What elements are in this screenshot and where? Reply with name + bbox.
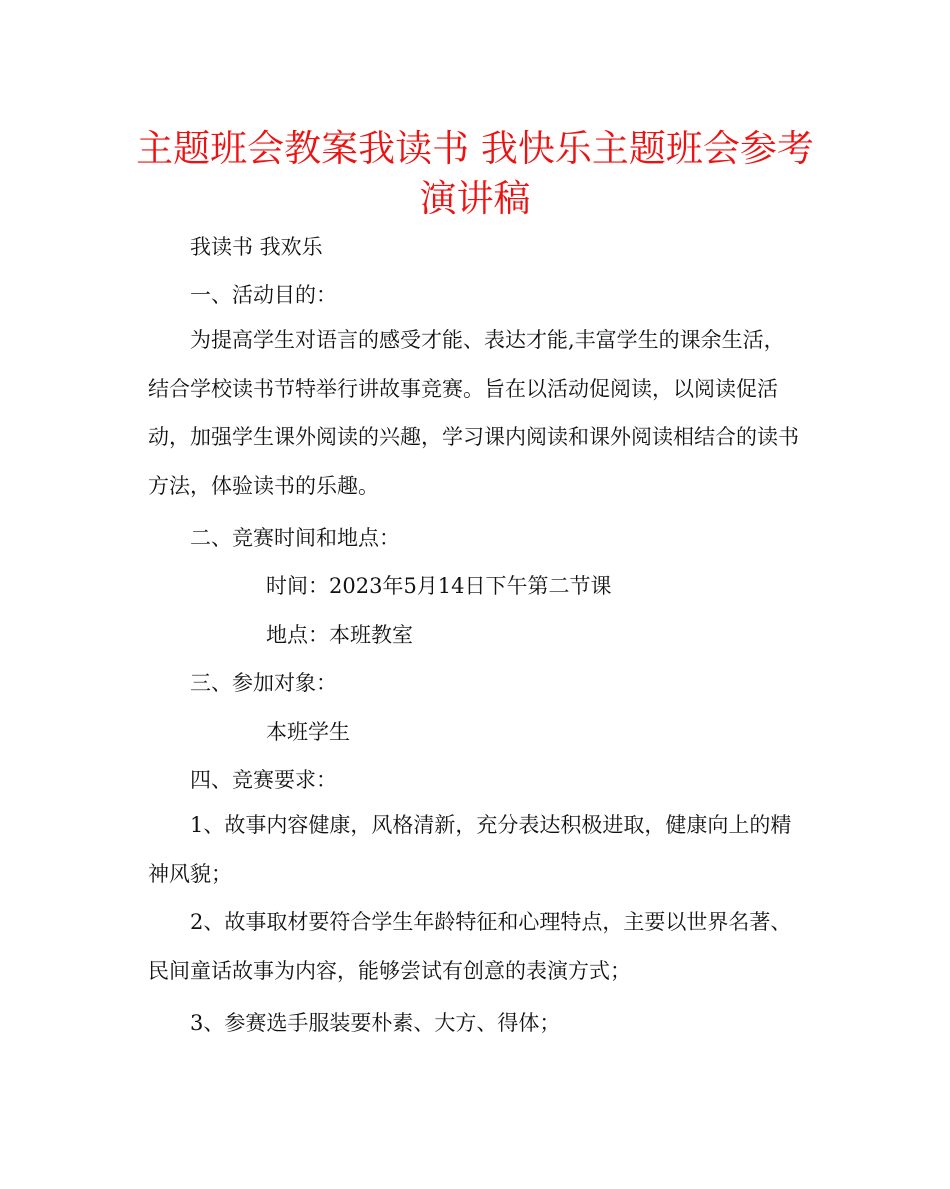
section-heading-participants: 三、参加对象： bbox=[190, 671, 337, 695]
participants-value: 本班学生 bbox=[266, 720, 350, 744]
section-heading-time-place: 二、竞赛时间和地点： bbox=[190, 526, 400, 550]
requirement-item-3: 3、参赛选手服装要朴素、大方、得体； bbox=[190, 1011, 561, 1035]
section-heading-purpose: 一、活动目的： bbox=[190, 283, 337, 307]
requirement-item-2: 2、故事取材要符合学生年龄特征和心理特点，主要以世界名著、民间童话故事为内容，能够尝试有创意的表演方式； bbox=[148, 910, 792, 983]
event-time: 时间：2023年5月14日下午第二节课 bbox=[266, 574, 612, 598]
section-heading-requirements: 四、竞赛要求： bbox=[190, 768, 337, 792]
requirement-item-1: 1、故事内容健康，风格清新，充分表达积极进取，健康向上的精神风貌； bbox=[148, 813, 792, 886]
subtitle: 我读书 我欢乐 bbox=[190, 235, 323, 259]
document-title: 主题班会教案我读书 我快乐主题班会参考演讲稿 bbox=[136, 127, 814, 220]
event-place: 地点：本班教室 bbox=[266, 623, 413, 647]
purpose-paragraph: 为提高学生对语言的感受才能、表达才能,丰富学生的课余生活，结合学校读书节特举行讲故事竞赛。旨在以活动促阅读，以阅读促活动，加强学生课外阅读的兴趣，学习课内阅读和课外阅读相结合的读书方法，体验读书的乐趣。 bbox=[148, 328, 799, 498]
